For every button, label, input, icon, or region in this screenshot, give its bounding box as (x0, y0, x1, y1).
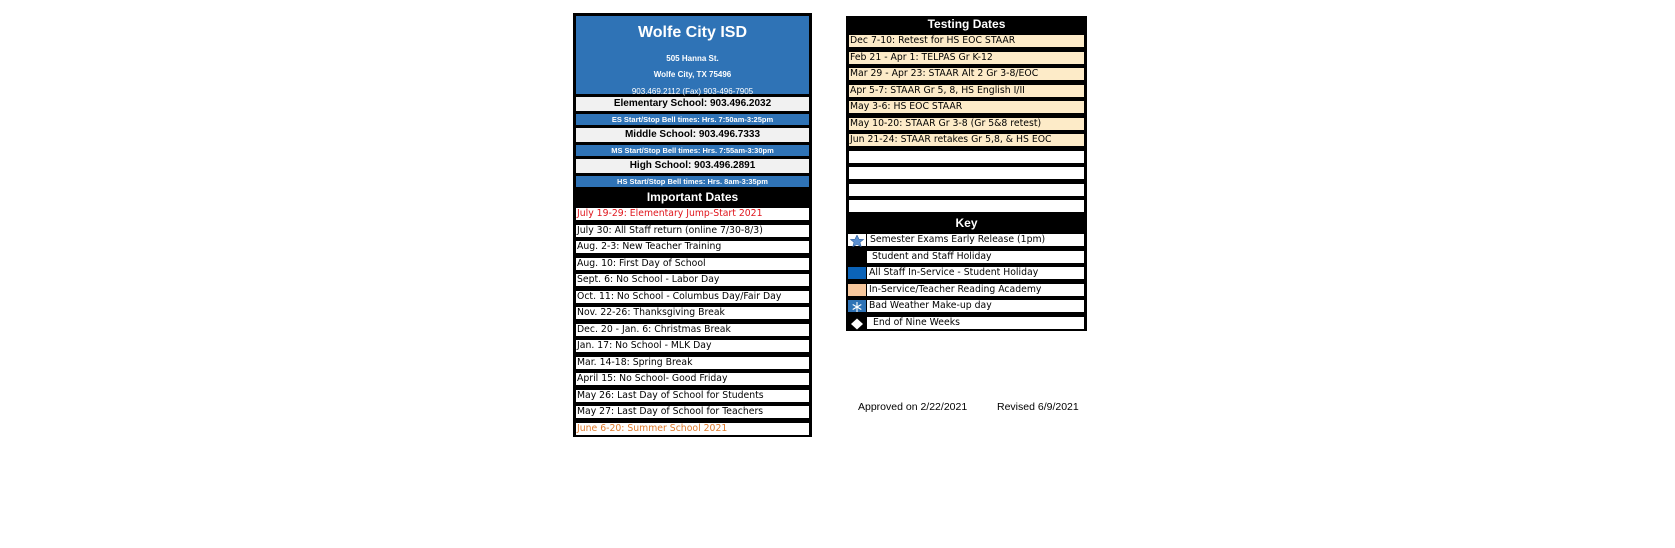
list-item (846, 116, 1087, 133)
blue-swatch (848, 267, 866, 279)
list-item (573, 404, 812, 421)
testing-date: Apr 5-7: STAAR Gr 5, 8, HS English I/II (849, 85, 1084, 97)
important-date: May 26: Last Day of School for Students (576, 390, 809, 402)
list-item (573, 239, 812, 256)
empty-row (846, 198, 1087, 215)
key-item (846, 265, 1087, 282)
key-item (846, 232, 1087, 249)
testing-date: May 10-20: STAAR Gr 3-8 (Gr 5&8 retest) (849, 118, 1084, 130)
star-icon (848, 234, 866, 246)
middle-school-phone: Middle School: 903.496.7333 (573, 128, 812, 142)
peach-swatch (848, 284, 866, 296)
list-item (846, 50, 1087, 67)
black-swatch (848, 251, 866, 263)
list-item (573, 305, 812, 322)
important-date: July 19-29: Elementary Jump-Start 2021 (576, 208, 809, 220)
elementary-bell-times (573, 111, 812, 128)
important-date: Mar. 14-18: Spring Break (576, 357, 809, 369)
middle-bell-times (573, 142, 812, 159)
key-item (846, 249, 1087, 266)
high-school-phone: High School: 903.496.2891 (573, 159, 812, 173)
key-label: End of Nine Weeks (867, 317, 1084, 329)
important-date: June 6-20: Summer School 2021 (576, 423, 809, 435)
important-date: Oct. 11: No School - Columbus Day/Fair Day (576, 291, 809, 303)
list-item (573, 388, 812, 405)
testing-date: May 3-6: HS EOC STAAR (849, 101, 1084, 113)
list-item (846, 66, 1087, 83)
empty-row (846, 165, 1087, 182)
important-dates-title: Important Dates (573, 189, 812, 206)
list-item (846, 83, 1087, 100)
key-label: All Staff In-Service - Student Holiday (867, 267, 1084, 279)
key-title: Key (846, 215, 1087, 232)
list-item (846, 33, 1087, 50)
high-bell-times (573, 173, 812, 190)
list-item (846, 99, 1087, 116)
important-date: Sept. 6: No School - Labor Day (576, 274, 809, 286)
approved-date: Approved on 2/22/2021 (858, 401, 968, 413)
important-date: Aug. 10: First Day of School (576, 258, 809, 270)
list-item (573, 256, 812, 273)
testing-dates-title: Testing Dates (846, 16, 1087, 33)
list-item (573, 206, 812, 223)
elementary-school-phone: Elementary School: 903.496.2032 (573, 97, 812, 111)
important-date: July 30: All Staff return (online 7/30-8/3) (576, 225, 809, 237)
important-date: April 15: No School- Good Friday (576, 373, 809, 385)
high-bell-label: HS Start/Stop Bell times: Hrs. 8am-3:35pm (576, 176, 809, 187)
list-item (573, 355, 812, 372)
key-label: Bad Weather Make-up day (867, 300, 1084, 312)
key-item (846, 298, 1087, 315)
key-item (846, 315, 1087, 332)
middle-bell-label: MS Start/Stop Bell times: Hrs. 7:55am-3:30pm (576, 145, 809, 156)
address-line-2: Wolfe City, TX 75496 (653, 70, 732, 79)
revised-date: Revised 6/9/2021 (997, 401, 1079, 413)
important-date: Nov. 22-26: Thanksgiving Break (576, 307, 809, 319)
list-item (573, 272, 812, 289)
key-label: Semester Exams Early Release (1pm) (867, 234, 1084, 246)
key-item (846, 282, 1087, 299)
empty-row (846, 182, 1087, 199)
important-date: May 27: Last Day of School for Teachers (576, 406, 809, 418)
list-item (573, 371, 812, 388)
diamond-icon (848, 317, 866, 329)
testing-date: Mar 29 - Apr 23: STAAR Alt 2 Gr 3-8/EOC (849, 68, 1084, 80)
testing-date: Feb 21 - Apr 1: TELPAS Gr K-12 (849, 52, 1084, 64)
list-item (573, 223, 812, 240)
important-date: Aug. 2-3: New Teacher Training (576, 241, 809, 253)
address-line-1: 505 Hanna St. (666, 54, 719, 63)
important-date: Dec. 20 - Jan. 6: Christmas Break (576, 324, 809, 336)
list-item (573, 289, 812, 306)
list-item (573, 322, 812, 339)
key-label: Student and Staff Holiday (867, 251, 1084, 263)
elementary-bell-label: ES Start/Stop Bell times: Hrs. 7:50am-3:25pm (576, 114, 809, 125)
empty-row (846, 149, 1087, 166)
snowflake-icon (848, 300, 866, 312)
testing-date: Dec 7-10: Retest for HS EOC STAAR (849, 35, 1084, 47)
list-item (846, 132, 1087, 149)
list-item (573, 421, 812, 438)
list-item (573, 338, 812, 355)
district-name: Wolfe City ISD (637, 24, 748, 41)
phone-fax: 903.469.2112 (Fax) 903-496-7905 (631, 87, 754, 96)
important-date: Jan. 17: No School - MLK Day (576, 340, 809, 352)
key-label: In-Service/Teacher Reading Academy (867, 284, 1084, 296)
testing-date: Jun 21-24: STAAR retakes Gr 5,8, & HS EOC (849, 134, 1084, 146)
district-header (573, 13, 812, 97)
